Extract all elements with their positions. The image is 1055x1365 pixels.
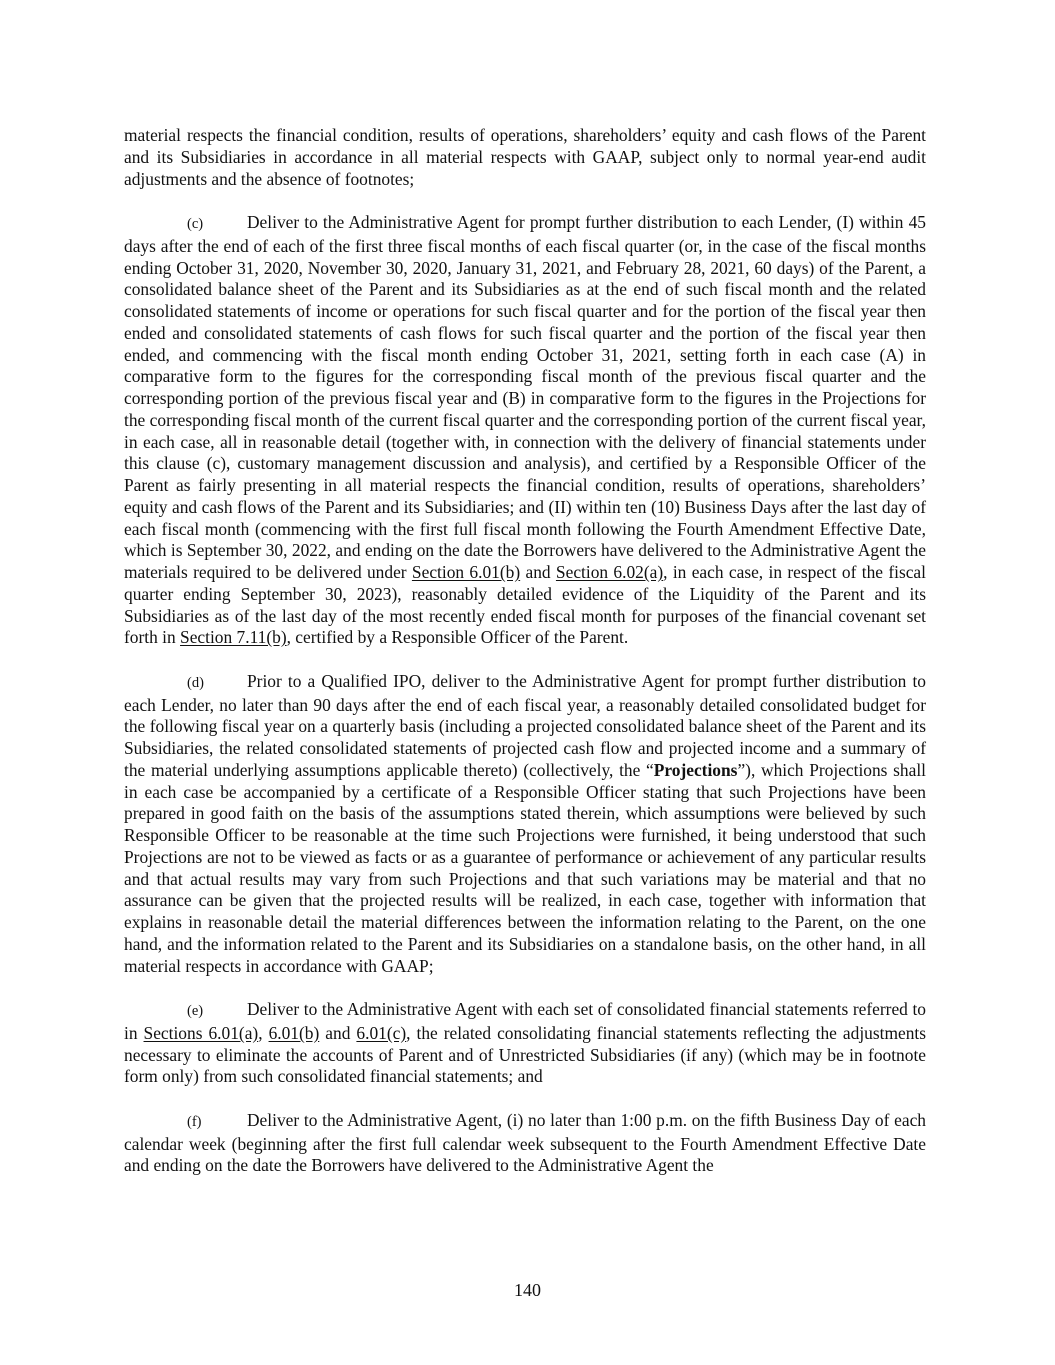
section-reference: 6.01(c)	[356, 1022, 407, 1043]
paragraph-text: , the related consolidating financial statements reflecting the adjustments necessary to eliminate the accounts of Parent and of Unrestricted Subsidiaries (if any) (which may be in footnote form only) from such consolidated financial statements; and	[124, 1022, 926, 1087]
paragraph-text: Deliver to the Administrative Agent for prompt further distribution to each Lender, (I) within 45 days after the end of each of the first three fiscal months of each fiscal quarter (or, in the case of the fiscal months ending October 31, 2020, November 30, 2020, January 31, 2021, and February 28, 2021, 60 days) of the Parent, a consolidated balance sheet of the Parent and its Subsidiaries as at the end of such fiscal month and the related consolidated statements of income or operations for such fiscal quarter and for the portion of the fiscal year then ended and consolidated statements of cash flows for such fiscal quarter and the portion of the fiscal year then ended, and commencing with the fiscal month ending October 31, 2021, setting forth in each case (A) in comparative form to the figures for the corresponding fiscal month of the previous fiscal quarter and the corresponding portion of the previous fiscal year and (B) in comparative form to the figures in the Projections for the corresponding fiscal month of the current fiscal quarter and the corresponding portion of the current fiscal year, in each case, all in reasonable detail (together with, in connection with the delivery of financial statements under this clause (c), customary management discussion and analysis), and certified by a Responsible Officer of the Parent as fairly presenting in all material respects the financial condition, results of operations, shareholders’ equity and cash flows of the Parent and its Subsidiaries; and (II) within ten (10) Business Days after the last day of each fiscal month (commencing with the first full fiscal month following the Fourth Amendment Effective Date, which is September 30, 2022, and ending on the date the Borrowers have delivered to the Administrative Agent the materials required to be delivered under	[124, 212, 926, 582]
section-reference: Section 6.01(b)	[411, 562, 521, 582]
section-reference: Sections 6.01(a)	[143, 1022, 259, 1043]
paragraph-label: (e)	[187, 1003, 204, 1019]
paragraph-label: (f)	[187, 1113, 202, 1130]
paragraph-text: Deliver to the Administrative Agent, (i) no later than 1:00 p.m. on the fifth Business Day of each calendar week (beginning after the first full calendar week subsequent to the Fourth Amendment Effective Date and ending on the date the Borrowers have delivered to the Administrative Agent the	[124, 1109, 926, 1176]
paragraph-e	[124, 999, 926, 1088]
paragraph-d	[124, 671, 926, 978]
paragraph-text: Deliver to the Administrative Agent with each set of consolidated financial statements referred to in	[124, 999, 926, 1043]
paragraph-label: (d)	[187, 674, 204, 691]
paragraph-text: material respects the financial condition, results of operations, shareholders’ equity and cash flows of the Parent and its Subsidiaries in accordance in all material respects with GAAP, subject only to normal year-end audit adjustments and the absence of footnotes;	[124, 125, 926, 189]
page-number: 140	[514, 1280, 541, 1300]
paragraph-text: , in each case, in respect of the fiscal quarter ending September 30, 2023), reasonably detailed evidence of the Liquidity of the Parent and its Subsidiaries as of the last day of the most recently ended fiscal month for purposes of the financial covenant set forth in	[124, 562, 926, 648]
paragraph-text: ,	[258, 1022, 269, 1043]
paragraph-text: Prior to a Qualified IPO, deliver to the Administrative Agent for prompt further distribution to each Lender, no later than 90 days after the end of each fiscal year, a reasonably detailed consolidated budget for the following fiscal year on a quarterly basis (including a projected consolidated balance sheet of the Parent and its Subsidiaries, the related consolidated statements of projected cash flow and projected income and a summary of the material underlying assumptions applicable thereto) (collectively, the “	[124, 670, 926, 780]
section-reference: Section 6.02(a)	[555, 562, 664, 582]
document-page	[124, 125, 926, 1199]
paragraph-text: ”), which Projections shall in each case be accompanied by a certificate of a Responsible Officer stating that such Projections have been prepared in good faith on the basis of the assumptions stated therein, which assumptions were believed by such Responsible Officer to be reasonable at the time such Projections were furnished, it being understood that such Projections are not to be viewed as facts or as a guarantee of performance or achievement of any particular results and that actual results may vary from such Projections and that such variations may be material and that no assurance can be given that the projected results will be realized, in each case, together with information that explains in reasonable detail the material differences between the information relating to the Parent, on the one hand, and the information related to the Parent and its Subsidiaries on a standalone basis, on the other hand, in all material respects in accordance with GAAP;	[124, 759, 926, 976]
paragraph-text: and	[319, 1022, 357, 1043]
paragraph-text: and	[520, 562, 556, 582]
paragraph-f	[124, 1110, 926, 1177]
section-reference: 6.01(b)	[268, 1022, 320, 1043]
paragraph-c	[124, 212, 926, 649]
section-reference: Section 7.11(b)	[180, 627, 287, 648]
defined-term: Projections	[653, 759, 738, 780]
paragraph-continuation	[124, 125, 926, 190]
paragraph-text: , certified by a Responsible Officer of the Parent.	[286, 627, 629, 648]
paragraph-label: (c)	[187, 216, 204, 232]
